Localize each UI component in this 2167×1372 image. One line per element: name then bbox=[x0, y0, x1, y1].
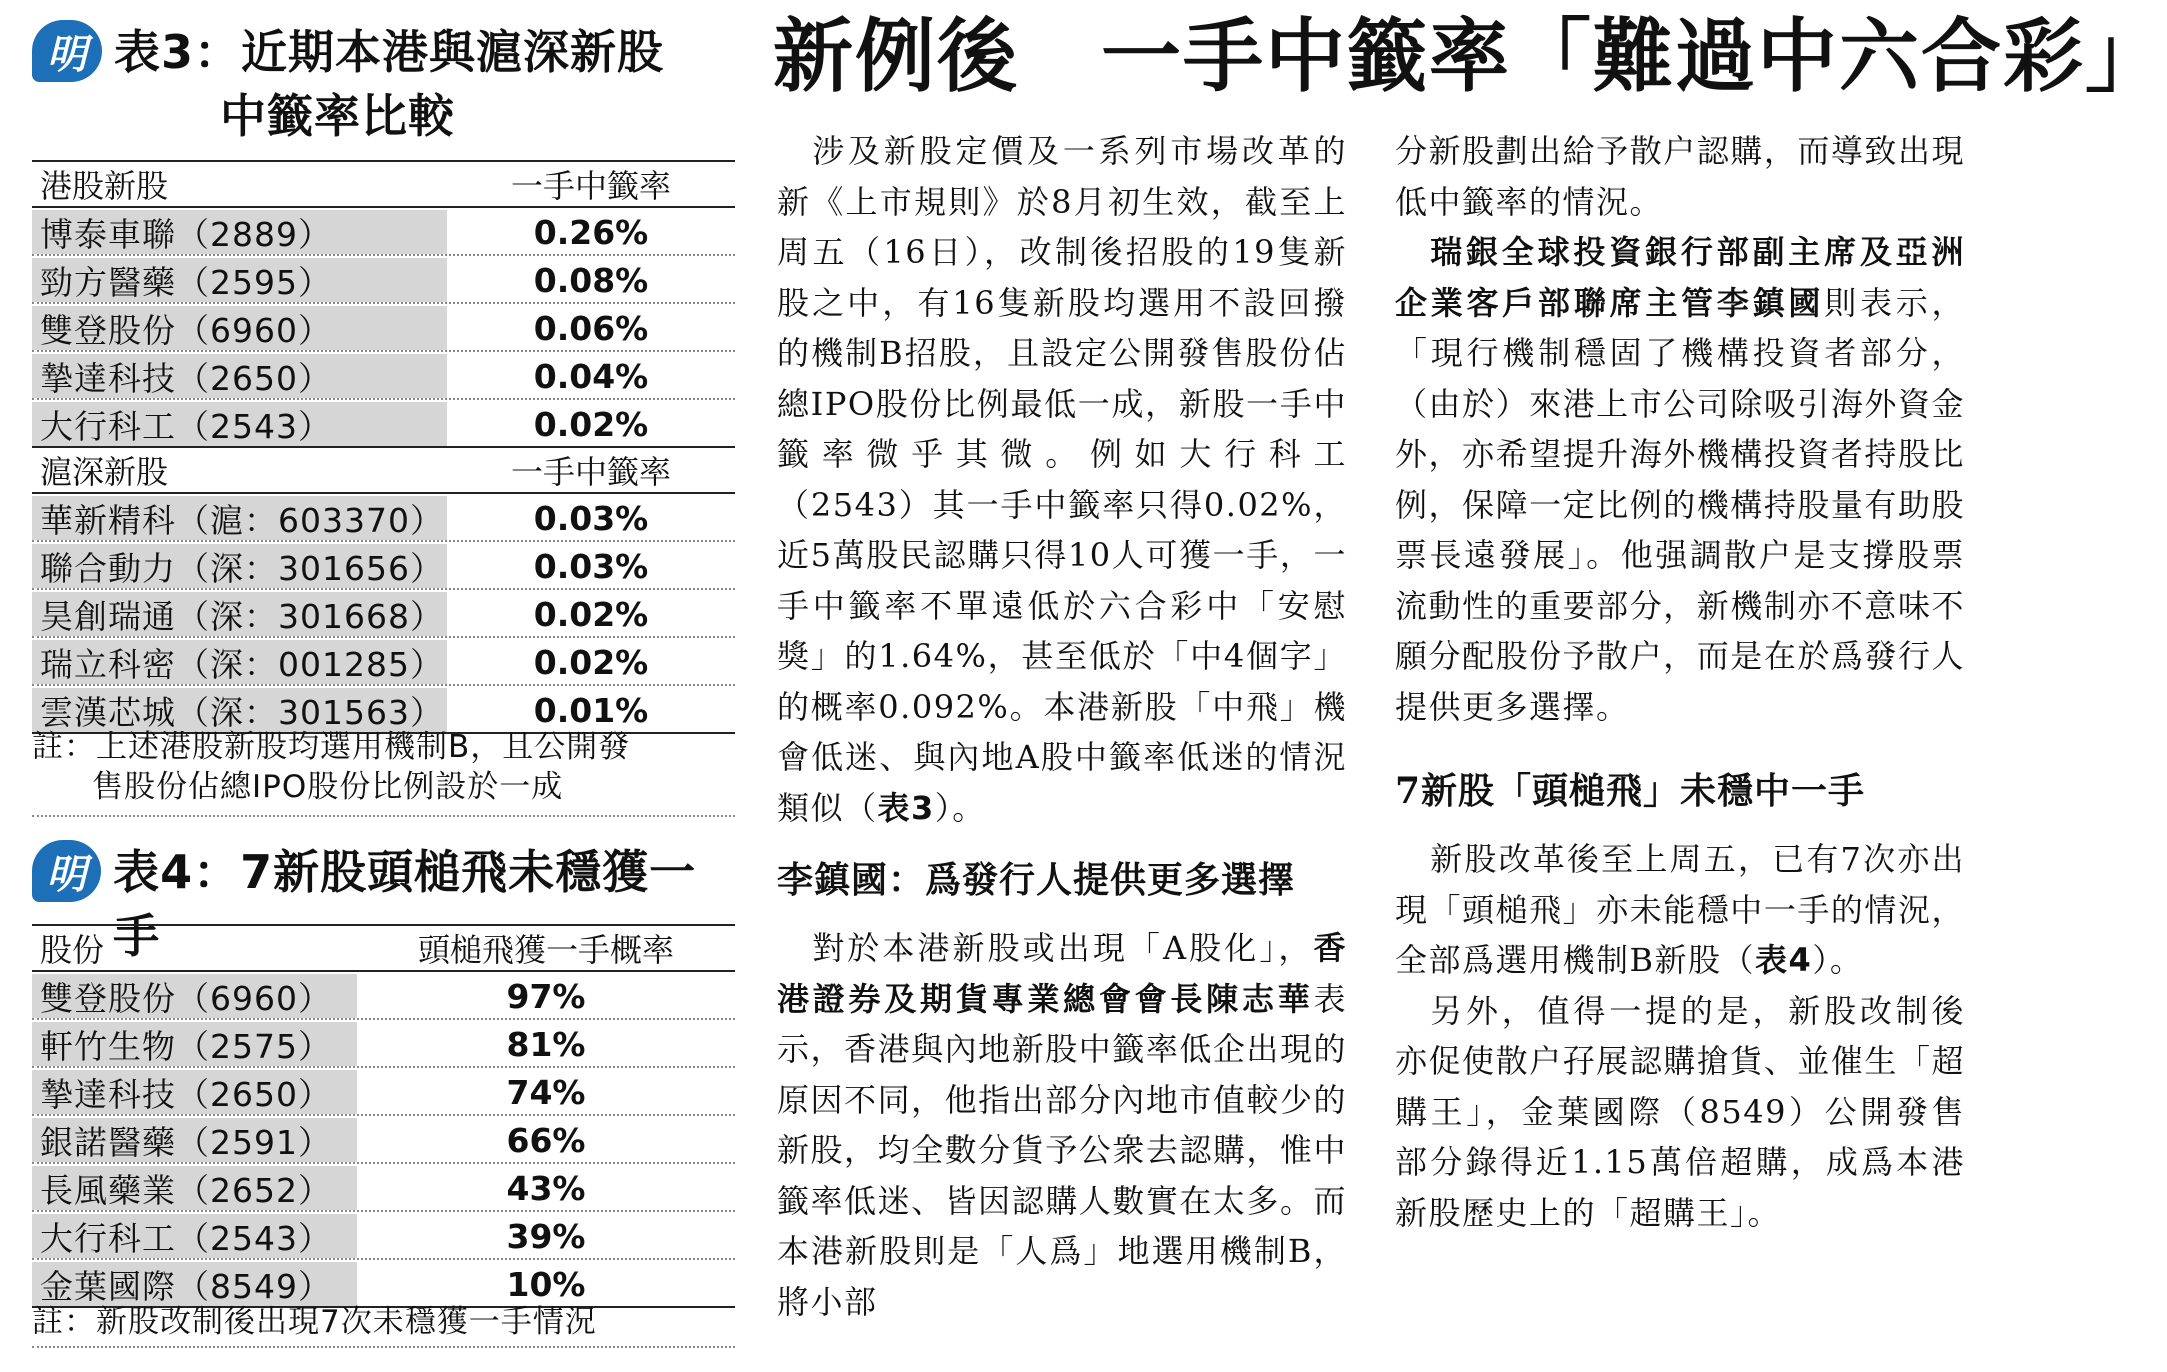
table4-note: 註：新股改制後出現7次未穩獲一手情況 bbox=[32, 1304, 597, 1340]
table-row: 摯達科技（2650） 0.04% bbox=[32, 354, 735, 400]
table3-cn-rows bbox=[32, 496, 735, 734]
article-paragraph: 新股改革後至上周五，已有7次亦出現「頭槌飛」亦未能穩中一手的情況，全部爲選用機制B新股（表4）。 bbox=[1395, 840, 1965, 979]
table3-title bbox=[32, 20, 664, 84]
table-row: 長風藥業（2652） 43% bbox=[32, 1166, 735, 1212]
table-row: 聯合動力（深：301656） 0.03% bbox=[32, 544, 735, 590]
table3-note: 註：上述港股新股均選用機制B，且公開發 售股份佔總IPO股份比例設於一成 bbox=[32, 729, 631, 805]
table-row: 金葉國際（8549） 10% bbox=[32, 1262, 735, 1308]
table-row: 勁方醫藥（2595） 0.08% bbox=[32, 258, 735, 304]
table3-title-line1: 表3：近期本港與滬深新股 bbox=[114, 25, 665, 79]
table-row: 華新精科（滬：603370） 0.03% bbox=[32, 496, 735, 542]
table4-title: 明 表4：7新股頭槌飛未穩獲一手 bbox=[32, 840, 735, 968]
article-paragraph: 瑞銀全球投資銀行部副主席及亞洲企業客戶部聯席主管李鎮國則表示，「現行機制穩固了機構投資者部分，（由於）來港上市公司除吸引海外資金外，亦希望提升海外機構投資者持股比例，保障一定比例的機構持股量有助股票長遠發展」。他强調散户是支撐股票流動性的重要部分，新機制亦不意味不願分配股份予散户，而是在於爲發行人提供更多選擇。 bbox=[1395, 233, 1965, 726]
article-column-1 bbox=[777, 126, 1347, 1327]
article-column-2 bbox=[1395, 126, 1965, 1238]
table3-hk-rows bbox=[32, 210, 735, 446]
table-row: 瑞立科密（深：001285） 0.02% bbox=[32, 640, 735, 686]
table3-hk-header: 港股新股 一手中籤率 bbox=[32, 160, 735, 208]
table4 bbox=[32, 924, 735, 1308]
ming-badge-icon: 明 bbox=[32, 20, 102, 82]
article-paragraph: 對於本港新股或出現「A股化」，香港證券及期貨專業總會會長陳志華表示，香港與內地新股中籤率低企出現的原因不同，他指出部分內地市值較少的新股，均全數分貨予公衆去認購，惟中籤率低迷、皆因認購人數實在太多。而本港新股則是「人爲」地選用機制B，將小部 bbox=[777, 929, 1347, 1321]
table-row: 大行科工（2543） 39% bbox=[32, 1214, 735, 1260]
table-row: 摯達科技（2650） 74% bbox=[32, 1070, 735, 1116]
article-subheading: 7新股「頭槌飛」未穩中一手 bbox=[1395, 770, 1866, 812]
article-subheading: 李鎮國：爲發行人提供更多選擇 bbox=[777, 859, 1296, 901]
table-row: 銀諾醫藥（2591） 66% bbox=[32, 1118, 735, 1164]
table-row: 雲漢芯城（深：301563） 0.01% bbox=[32, 688, 735, 734]
table-row: 大行科工（2543） 0.02% bbox=[32, 402, 735, 446]
table-row: 昊創瑞通（深：301668） 0.02% bbox=[32, 592, 735, 638]
table-row: 雙登股份（6960） 97% bbox=[32, 974, 735, 1020]
table3 bbox=[32, 160, 735, 734]
article-paragraph: 涉及新股定價及一系列市場改革的新《上市規則》於8月初生效，截至上周五（16日），改制後招股的19隻新股之中，有16隻新股均選用不設回撥的機制B招股，且設定公開發售股份佔總IPO股份比例最低一成，新股一手中籤率微乎其微。例如大行科工（2543）其一手中籤率只得0.02%，近5萬股民認購只得10人可獲一手，一手中籤率不單遠低於六合彩中「安慰獎」的1.64%，甚至低於「中4個字」的概率0.092%。本港新股「中飛」機會低迷、與內地A股中籤率低迷的情況類似（表3）。 bbox=[777, 132, 1347, 827]
table-row: 博泰車聯（2889） 0.26% bbox=[32, 210, 735, 256]
divider bbox=[32, 815, 735, 817]
table3-cn-header: 滬深新股 一手中籤率 bbox=[32, 446, 735, 494]
table-row: 軒竹生物（2575） 81% bbox=[32, 1022, 735, 1068]
table3-title-line2: 中籤率比較 bbox=[220, 89, 455, 143]
ming-badge-icon: 明 bbox=[32, 840, 101, 902]
table-row: 雙登股份（6960） 0.06% bbox=[32, 306, 735, 352]
table4-header: 股份 頭槌飛獲一手概率 bbox=[32, 924, 735, 972]
article-headline: 新例後 一手中籤率「難過中六合彩」 bbox=[773, 9, 2167, 103]
divider bbox=[32, 1346, 735, 1348]
article-paragraph: 另外，值得一提的是，新股改制後亦促使散户孖展認購搶貨、並催生「超購王」，金葉國際（8549）公開發售部分錄得近1.15萬倍超購，成爲本港新股歷史上的「超購王」。 bbox=[1395, 991, 1965, 1232]
article-paragraph: 分新股劃出給予散户認購，而導致出現低中籤率的情況。 bbox=[1395, 132, 1965, 221]
